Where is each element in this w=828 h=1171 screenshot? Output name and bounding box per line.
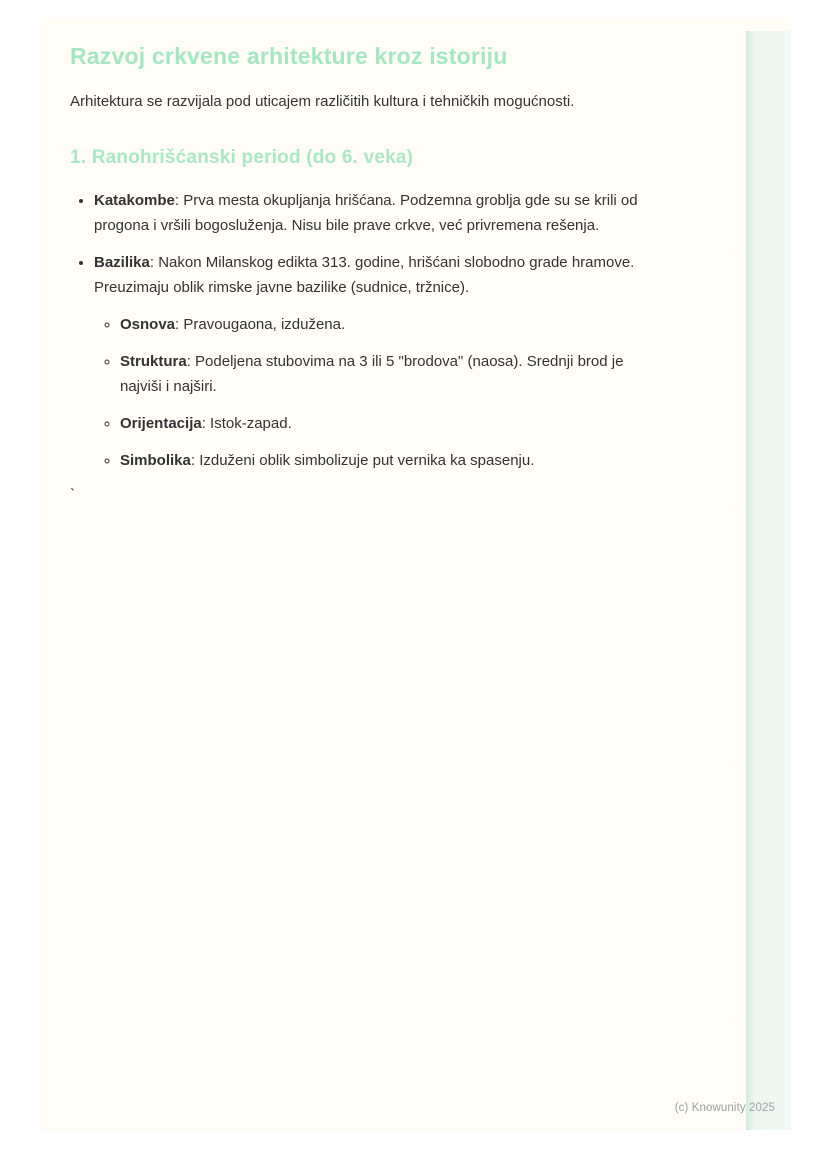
sub-item-text: Podeljena stubovima na 3 ili 5 "brodova" (naosa). Srednji brod je najviši i najširi. <box>120 353 624 396</box>
list-item-text: Prva mesta okupljanja hrišćana. Podzemna groblja gde su se krili od progona i vršili bogosluženja. Nisu bile prave crkve, već privremena rešenja. <box>94 192 638 235</box>
list-item-term: Bazilika <box>94 254 150 272</box>
term-separator: : <box>175 316 184 334</box>
sub-item-term: Osnova <box>120 316 176 334</box>
term-separator: : <box>149 254 159 272</box>
intro-paragraph: Arhitektura se razvijala pod uticajem različitih kultura i tehničkih mogućnosti. <box>70 92 575 110</box>
bullet-list <box>70 188 720 473</box>
document-page <box>40 18 791 1130</box>
list-item-text: Nakon Milanskog edikta 313. godine, hrišćani slobodno grade hramove. Preuzimaju oblik rimske javne bazilike (sudnice, tržnice). <box>94 254 635 297</box>
section-heading: 1. Ranohrišćanski period (do 6. veka) <box>70 146 414 168</box>
page-title: Razvoj crkvene arhitekture kroz istoriju <box>70 43 508 69</box>
sub-item-term: Simbolika <box>120 452 191 470</box>
list-item-term: Katakombe <box>94 192 175 210</box>
sub-bullet-list <box>94 312 659 473</box>
sub-item-struktura <box>120 349 635 399</box>
sub-item-simbolika <box>120 448 635 473</box>
term-separator: : <box>174 192 184 210</box>
right-margin-stripe <box>746 31 791 1130</box>
sub-item-text: Istok-zapad. <box>210 415 292 433</box>
term-separator: : <box>186 353 196 371</box>
sub-item-text: Pravougaona, izdužena. <box>183 316 346 334</box>
sub-item-orijentacija <box>120 411 635 436</box>
page-content <box>70 42 720 505</box>
stray-backtick: ` <box>70 486 75 504</box>
list-item-katakombe <box>94 188 659 238</box>
list-item-bazilika <box>94 250 659 473</box>
sub-item-term: Struktura <box>120 353 187 371</box>
term-separator: : <box>201 415 211 433</box>
term-separator: : <box>190 452 200 470</box>
sub-item-text: Izduženi oblik simbolizuje put vernika ka spasenju. <box>199 452 535 470</box>
sub-item-term: Orijentacija <box>120 415 202 433</box>
sub-item-osnova <box>120 312 635 337</box>
footer-copyright: (c) Knowunity 2025 <box>674 1102 775 1114</box>
